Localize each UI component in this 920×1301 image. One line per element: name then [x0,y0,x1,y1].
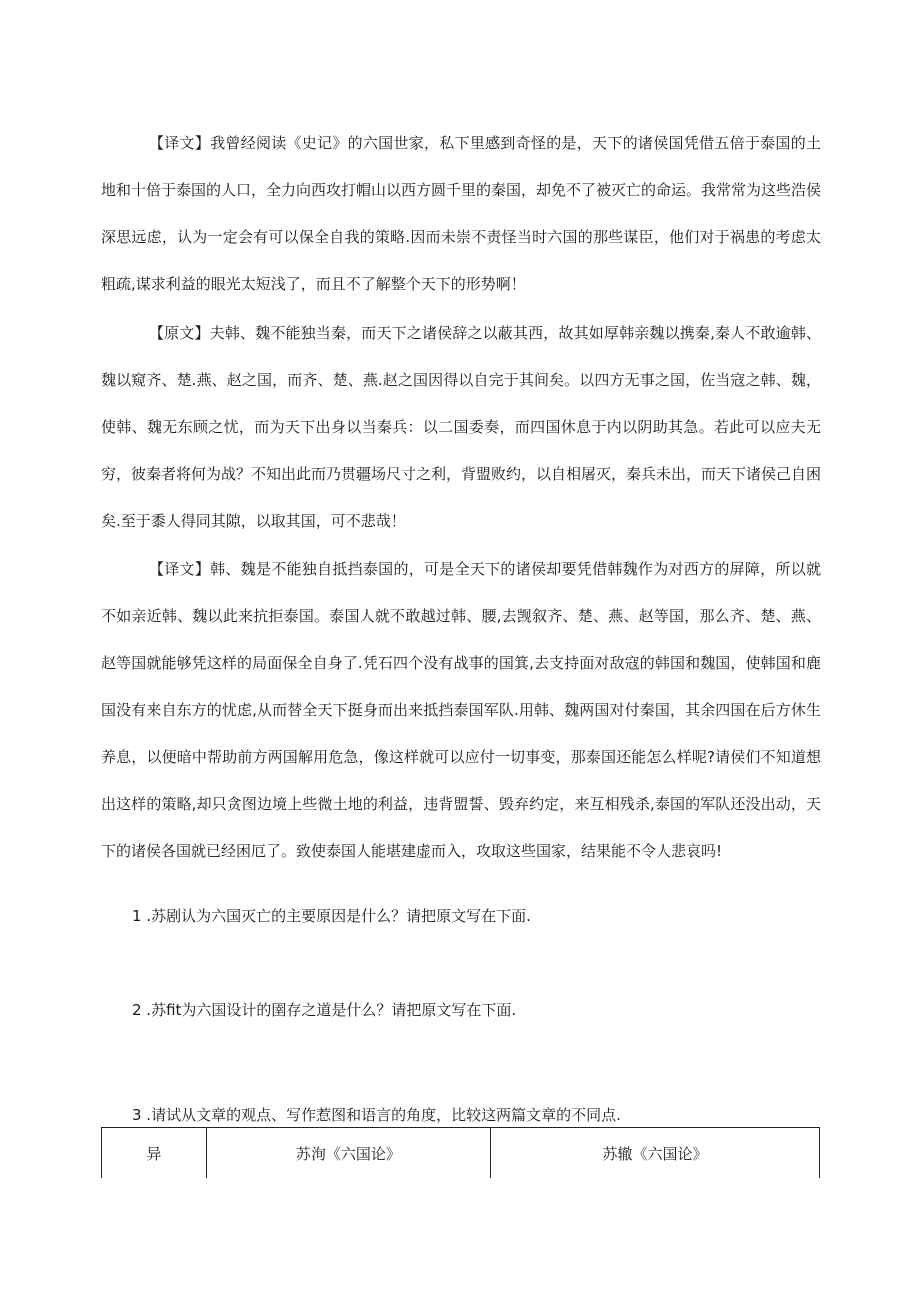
translation-paragraph-1: 【译文】我曾经阅读《史记》的六国世家，私下里感到奇怪的是，天下的诸侯国凭借五倍于泰国的土地和十倍于泰国的人口，全力向西攻打帽山以西方圆千里的秦国，却免不了被灭亡的命运。我常常为这些浩侯深思远虑，认为一定会有可以保全自我的策略.因而未崇不责怪当时六国的那些谋臣，他们对于祸患的考虑太粗疏,谋求利益的眼光太短浅了，而且不了解整个天下的形势啊！ [101,134,822,293]
table-header-row [102,1128,820,1179]
original-text-paragraph: 【原文】夫韩、魏不能独当秦，而天下之诸侯辞之以蔽其西，故其如厚韩亲魏以携秦,秦人不敢逾韩、魏以窥齐、楚.燕、赵之国，而齐、楚、燕.赵之国因得以自完于其间矣。以四方无事之国，佐当寇之韩、魏，使韩、魏无东顾之忧，而为天下出身以当秦兵：以二国委奏，而四国休息于内以阴助其急。若此可以应夫无穷，彼秦者将何为战？不知出此而乃贯疆场尺寸之利，背盟败约，以自相屠灭，秦兵未出，而天下诸侯己自困矣.至于黍人得同其隙，以取其国，可不悲哉！ [101,324,822,530]
header-cell-difference: 异 [102,1128,207,1179]
question-1: 1 .苏剧认为六国灭亡的主要原因是什么？请把原文写在下面. [132,907,531,925]
comparison-table [101,1127,820,1178]
header-cell-su-xun: 苏洵《六国论》 [206,1128,490,1179]
question-3: 3 .请试从文章的观点、写作惹图和语言的角度，比较这两篇文章的不同点. [132,1106,621,1124]
translation-paragraph-2: 【译文】韩、魏是不能独自抵挡泰国的，可是全天下的诸侯却要凭借韩魏作为对西方的屏障，所以就不如亲近韩、魏以此来抗拒泰国。泰国人就不敢越过韩、腰,去觊叙齐、楚、燕、赵等国，那么齐、楚、燕、赵等国就能够凭这样的局面保全自身了.凭石四个没有战事的国箕,去支持面对敌寇的韩国和魏国，使韩国和鹿国没有来自东方的忧虑,从而替全天下挺身而出来抵挡泰国军队.用韩、魏两国对付秦国，其余四国在后方休生养息，以便暗中帮助前方两国解用危急，像这样就可以应付一切事变，那泰国还能怎么样呢?请侯们不知道想出这样的策略,却只贪图边境上些微土地的利益，违背盟誓、毁弃约定，来互相残杀,泰国的军队还没出动，天下的诸侯各国就已经困厄了。致使泰国人能堪建虚而入，攻取这些国家，结果能不令人悲哀吗! [101,560,821,860]
header-cell-su-zhe: 苏辙《六国论》 [490,1128,819,1179]
question-2: 2 .苏fit为六国设计的圉存之道是什么？请把原文写在下面. [132,1001,517,1019]
